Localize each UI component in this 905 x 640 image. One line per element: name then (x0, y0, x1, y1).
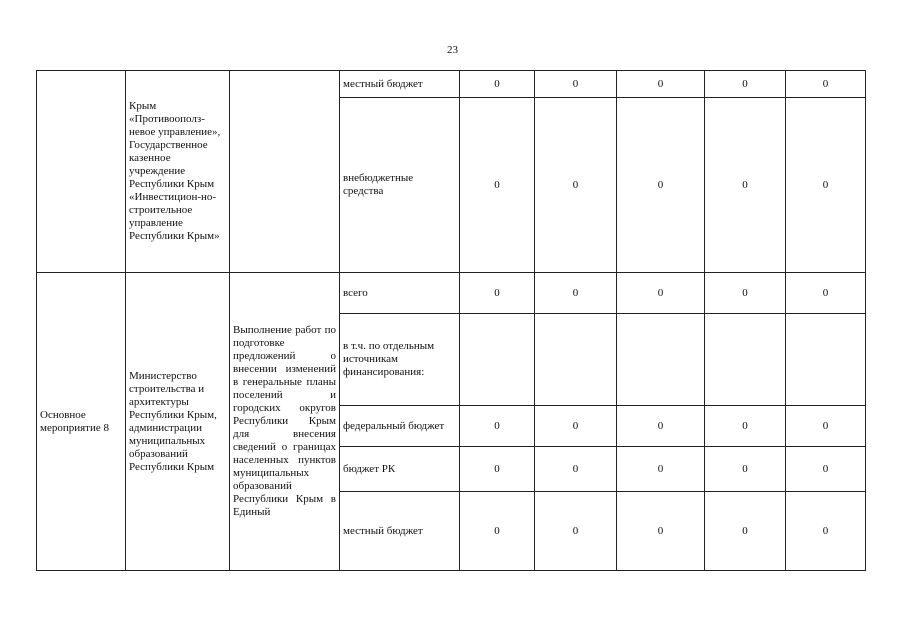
table-row (37, 71, 866, 98)
executors-text: Крым «Противоополз-невое управление», Государственное казенное учреждение Республики Крым «Инвестицион-но-строительное управление Республики Крым» (129, 100, 221, 242)
value-cell: 0 (460, 406, 535, 447)
value-cell: 0 (786, 492, 866, 571)
value-cell (786, 314, 866, 406)
work-description-cell: Выполнение работ по подготовке предложений о внесении изменений в генеральные планы поселений и городских округов Республики Крым для внесения сведений о границах населенных пунктов муниципальных образований Республики Крым в Единый (230, 273, 340, 571)
page-number: 23 (447, 44, 458, 56)
source-cell: местный бюджет (340, 492, 460, 571)
work-cell-continued (230, 71, 340, 273)
value-cell: 0 (460, 98, 535, 273)
value-cell: 0 (705, 406, 786, 447)
value-cell: 0 (786, 273, 866, 314)
value-cell (617, 314, 705, 406)
budget-table (36, 70, 866, 571)
executors-cell-continued (126, 71, 230, 273)
value-cell: 0 (617, 71, 705, 98)
source-cell: местный бюджет (340, 71, 460, 98)
source-cell: всего (340, 273, 460, 314)
event-name-cell: Основное мероприятие 8 (37, 273, 126, 571)
value-cell: 0 (460, 71, 535, 98)
value-cell: 0 (786, 447, 866, 492)
value-cell (535, 314, 617, 406)
value-cell: 0 (460, 492, 535, 571)
value-cell: 0 (617, 406, 705, 447)
value-cell: 0 (786, 71, 866, 98)
value-cell: 0 (786, 98, 866, 273)
value-cell: 0 (617, 98, 705, 273)
value-cell: 0 (705, 71, 786, 98)
value-cell: 0 (786, 406, 866, 447)
event-cell-continued (37, 71, 126, 273)
value-cell: 0 (705, 273, 786, 314)
executors-cell: Министерство строительства и архитектуры Республики Крым, администрации муниципальных образований Республики Крым (126, 273, 230, 571)
source-cell: внебюджетные средства (340, 98, 460, 273)
value-cell: 0 (535, 71, 617, 98)
value-cell: 0 (535, 98, 617, 273)
value-cell: 0 (460, 273, 535, 314)
value-cell: 0 (535, 273, 617, 314)
value-cell: 0 (460, 447, 535, 492)
value-cell: 0 (617, 492, 705, 571)
value-cell: 0 (705, 492, 786, 571)
value-cell (460, 314, 535, 406)
value-cell: 0 (535, 447, 617, 492)
value-cell: 0 (617, 447, 705, 492)
value-cell: 0 (617, 273, 705, 314)
table-row (37, 273, 866, 314)
source-cell: бюджет РК (340, 447, 460, 492)
value-cell: 0 (535, 406, 617, 447)
value-cell: 0 (705, 447, 786, 492)
source-cell: в т.ч. по отдельным источникам финансирования: (340, 314, 460, 406)
value-cell: 0 (535, 492, 617, 571)
value-cell: 0 (705, 98, 786, 273)
source-cell: федеральный бюджет (340, 406, 460, 447)
value-cell (705, 314, 786, 406)
